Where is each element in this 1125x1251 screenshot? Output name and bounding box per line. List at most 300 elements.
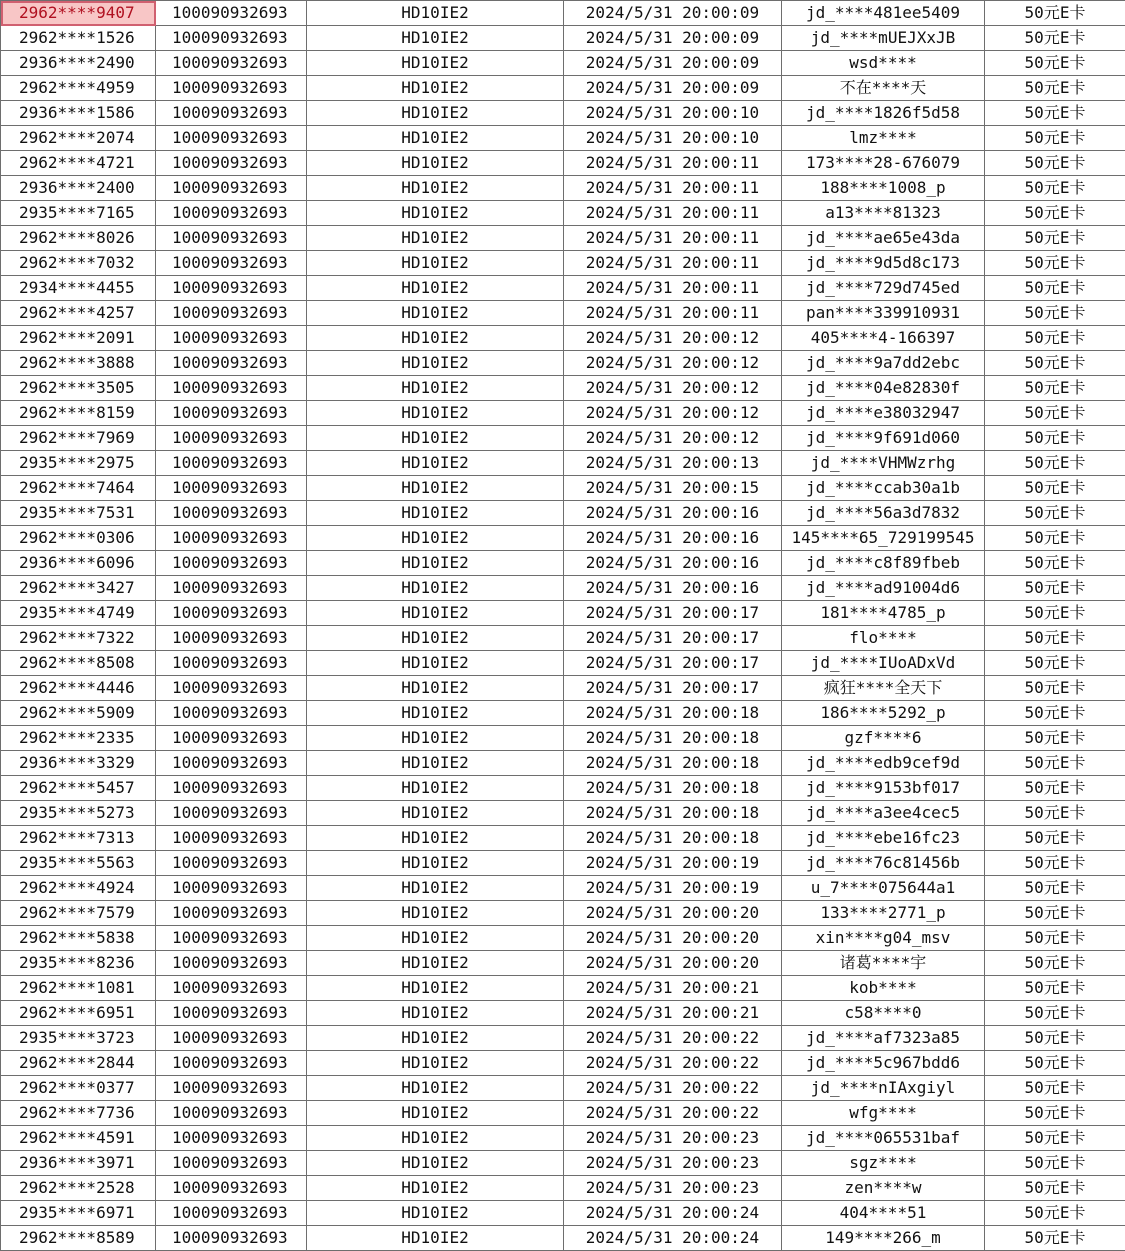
prize-cell[interactable]: 50元E卡 bbox=[985, 451, 1125, 476]
timestamp-cell[interactable]: 2024/5/31 20:00:17 bbox=[564, 601, 782, 626]
sku-cell[interactable]: 100090932693 bbox=[156, 951, 307, 976]
code-cell[interactable]: HD10IE2 bbox=[307, 951, 564, 976]
timestamp-cell[interactable]: 2024/5/31 20:00:19 bbox=[564, 851, 782, 876]
order-id-cell[interactable]: 2962****7736 bbox=[1, 1101, 156, 1126]
user-cell[interactable]: jd_****af7323a85 bbox=[782, 1026, 985, 1051]
code-cell[interactable]: HD10IE2 bbox=[307, 476, 564, 501]
prize-cell[interactable]: 50元E卡 bbox=[985, 201, 1125, 226]
order-id-cell[interactable]: 2962****7579 bbox=[1, 901, 156, 926]
order-id-cell[interactable]: 2962****4446 bbox=[1, 676, 156, 701]
timestamp-cell[interactable]: 2024/5/31 20:00:23 bbox=[564, 1151, 782, 1176]
order-id-cell[interactable]: 2962****3888 bbox=[1, 351, 156, 376]
code-cell[interactable]: HD10IE2 bbox=[307, 26, 564, 51]
sku-cell[interactable]: 100090932693 bbox=[156, 201, 307, 226]
prize-cell[interactable]: 50元E卡 bbox=[985, 151, 1125, 176]
prize-cell[interactable]: 50元E卡 bbox=[985, 1101, 1125, 1126]
user-cell[interactable]: jd_****04e82830f bbox=[782, 376, 985, 401]
sku-cell[interactable]: 100090932693 bbox=[156, 1201, 307, 1226]
user-cell[interactable]: 404****51 bbox=[782, 1201, 985, 1226]
order-id-cell[interactable]: 2962****6951 bbox=[1, 1001, 156, 1026]
order-id-cell[interactable]: 2962****4959 bbox=[1, 76, 156, 101]
user-cell[interactable]: jd_****ad91004d6 bbox=[782, 576, 985, 601]
order-id-cell[interactable]: 2935****6971 bbox=[1, 1201, 156, 1226]
code-cell[interactable]: HD10IE2 bbox=[307, 876, 564, 901]
user-cell[interactable]: jd_****c8f89fbeb bbox=[782, 551, 985, 576]
order-id-cell[interactable]: 2962****7313 bbox=[1, 826, 156, 851]
sku-cell[interactable]: 100090932693 bbox=[156, 251, 307, 276]
timestamp-cell[interactable]: 2024/5/31 20:00:17 bbox=[564, 676, 782, 701]
order-id-cell[interactable]: 2962****2074 bbox=[1, 126, 156, 151]
code-cell[interactable]: HD10IE2 bbox=[307, 201, 564, 226]
sku-cell[interactable]: 100090932693 bbox=[156, 751, 307, 776]
user-cell[interactable]: jd_****481ee5409 bbox=[782, 1, 985, 26]
prize-cell[interactable]: 50元E卡 bbox=[985, 251, 1125, 276]
prize-cell[interactable]: 50元E卡 bbox=[985, 101, 1125, 126]
user-cell[interactable]: 疯狂****全天下 bbox=[782, 676, 985, 701]
order-id-cell[interactable]: 2936****2490 bbox=[1, 51, 156, 76]
user-cell[interactable]: wfg**** bbox=[782, 1101, 985, 1126]
prize-cell[interactable]: 50元E卡 bbox=[985, 301, 1125, 326]
code-cell[interactable]: HD10IE2 bbox=[307, 176, 564, 201]
prize-cell[interactable]: 50元E卡 bbox=[985, 726, 1125, 751]
sku-cell[interactable]: 100090932693 bbox=[156, 1001, 307, 1026]
prize-cell[interactable]: 50元E卡 bbox=[985, 951, 1125, 976]
code-cell[interactable]: HD10IE2 bbox=[307, 1076, 564, 1101]
sku-cell[interactable]: 100090932693 bbox=[156, 126, 307, 151]
timestamp-cell[interactable]: 2024/5/31 20:00:20 bbox=[564, 926, 782, 951]
sku-cell[interactable]: 100090932693 bbox=[156, 101, 307, 126]
timestamp-cell[interactable]: 2024/5/31 20:00:12 bbox=[564, 326, 782, 351]
user-cell[interactable]: jd_****IUoADxVd bbox=[782, 651, 985, 676]
order-id-cell[interactable]: 2962****8589 bbox=[1, 1226, 156, 1251]
user-cell[interactable]: jd_****ae65e43da bbox=[782, 226, 985, 251]
user-cell[interactable]: jd_****VHMWzrhg bbox=[782, 451, 985, 476]
sku-cell[interactable]: 100090932693 bbox=[156, 526, 307, 551]
prize-cell[interactable]: 50元E卡 bbox=[985, 26, 1125, 51]
code-cell[interactable]: HD10IE2 bbox=[307, 651, 564, 676]
user-cell[interactable]: jd_****ebe16fc23 bbox=[782, 826, 985, 851]
timestamp-cell[interactable]: 2024/5/31 20:00:18 bbox=[564, 826, 782, 851]
timestamp-cell[interactable]: 2024/5/31 20:00:18 bbox=[564, 701, 782, 726]
order-id-cell[interactable]: 2962****3505 bbox=[1, 376, 156, 401]
user-cell[interactable]: jd_****729d745ed bbox=[782, 276, 985, 301]
timestamp-cell[interactable]: 2024/5/31 20:00:18 bbox=[564, 801, 782, 826]
user-cell[interactable]: zen****w bbox=[782, 1176, 985, 1201]
code-cell[interactable]: HD10IE2 bbox=[307, 1001, 564, 1026]
sku-cell[interactable]: 100090932693 bbox=[156, 851, 307, 876]
order-id-cell[interactable]: 2962****5838 bbox=[1, 926, 156, 951]
sku-cell[interactable]: 100090932693 bbox=[156, 576, 307, 601]
user-cell[interactable]: 173****28-676079 bbox=[782, 151, 985, 176]
prize-cell[interactable]: 50元E卡 bbox=[985, 851, 1125, 876]
sku-cell[interactable]: 100090932693 bbox=[156, 601, 307, 626]
sku-cell[interactable]: 100090932693 bbox=[156, 676, 307, 701]
user-cell[interactable]: 188****1008_p bbox=[782, 176, 985, 201]
code-cell[interactable]: HD10IE2 bbox=[307, 1101, 564, 1126]
user-cell[interactable]: jd_****ccab30a1b bbox=[782, 476, 985, 501]
prize-cell[interactable]: 50元E卡 bbox=[985, 901, 1125, 926]
code-cell[interactable]: HD10IE2 bbox=[307, 151, 564, 176]
code-cell[interactable]: HD10IE2 bbox=[307, 526, 564, 551]
code-cell[interactable]: HD10IE2 bbox=[307, 401, 564, 426]
code-cell[interactable]: HD10IE2 bbox=[307, 1026, 564, 1051]
sku-cell[interactable]: 100090932693 bbox=[156, 651, 307, 676]
order-id-cell[interactable]: 2935****7165 bbox=[1, 201, 156, 226]
sku-cell[interactable]: 100090932693 bbox=[156, 1101, 307, 1126]
user-cell[interactable]: jd_****nIAxgiyl bbox=[782, 1076, 985, 1101]
code-cell[interactable]: HD10IE2 bbox=[307, 1051, 564, 1076]
sku-cell[interactable]: 100090932693 bbox=[156, 501, 307, 526]
prize-cell[interactable]: 50元E卡 bbox=[985, 401, 1125, 426]
sku-cell[interactable]: 100090932693 bbox=[156, 776, 307, 801]
prize-cell[interactable]: 50元E卡 bbox=[985, 976, 1125, 1001]
timestamp-cell[interactable]: 2024/5/31 20:00:23 bbox=[564, 1176, 782, 1201]
code-cell[interactable]: HD10IE2 bbox=[307, 826, 564, 851]
user-cell[interactable]: jd_****9153bf017 bbox=[782, 776, 985, 801]
order-id-cell[interactable]: 2962****7032 bbox=[1, 251, 156, 276]
user-cell[interactable]: 诸葛****宇 bbox=[782, 951, 985, 976]
code-cell[interactable]: HD10IE2 bbox=[307, 226, 564, 251]
order-id-cell[interactable]: 2936****3971 bbox=[1, 1151, 156, 1176]
user-cell[interactable]: jd_****e38032947 bbox=[782, 401, 985, 426]
sku-cell[interactable]: 100090932693 bbox=[156, 901, 307, 926]
prize-cell[interactable]: 50元E卡 bbox=[985, 226, 1125, 251]
code-cell[interactable]: HD10IE2 bbox=[307, 1, 564, 26]
sku-cell[interactable]: 100090932693 bbox=[156, 426, 307, 451]
timestamp-cell[interactable]: 2024/5/31 20:00:09 bbox=[564, 1, 782, 26]
user-cell[interactable]: kob**** bbox=[782, 976, 985, 1001]
timestamp-cell[interactable]: 2024/5/31 20:00:12 bbox=[564, 401, 782, 426]
order-id-cell[interactable]: 2962****5909 bbox=[1, 701, 156, 726]
order-id-cell[interactable]: 2962****2844 bbox=[1, 1051, 156, 1076]
sku-cell[interactable]: 100090932693 bbox=[156, 1076, 307, 1101]
user-cell[interactable]: jd_****5c967bdd6 bbox=[782, 1051, 985, 1076]
timestamp-cell[interactable]: 2024/5/31 20:00:20 bbox=[564, 901, 782, 926]
sku-cell[interactable]: 100090932693 bbox=[156, 276, 307, 301]
user-cell[interactable]: jd_****1826f5d58 bbox=[782, 101, 985, 126]
code-cell[interactable]: HD10IE2 bbox=[307, 501, 564, 526]
sku-cell[interactable]: 100090932693 bbox=[156, 1151, 307, 1176]
code-cell[interactable]: HD10IE2 bbox=[307, 976, 564, 1001]
sku-cell[interactable]: 100090932693 bbox=[156, 1226, 307, 1251]
timestamp-cell[interactable]: 2024/5/31 20:00:12 bbox=[564, 351, 782, 376]
code-cell[interactable]: HD10IE2 bbox=[307, 1151, 564, 1176]
prize-cell[interactable]: 50元E卡 bbox=[985, 651, 1125, 676]
code-cell[interactable]: HD10IE2 bbox=[307, 601, 564, 626]
order-id-cell[interactable]: 2962****1081 bbox=[1, 976, 156, 1001]
order-id-cell[interactable]: 2934****4455 bbox=[1, 276, 156, 301]
order-id-cell[interactable]: 2935****8236 bbox=[1, 951, 156, 976]
order-id-cell[interactable]: 2962****8508 bbox=[1, 651, 156, 676]
timestamp-cell[interactable]: 2024/5/31 20:00:09 bbox=[564, 76, 782, 101]
sku-cell[interactable]: 100090932693 bbox=[156, 801, 307, 826]
prize-cell[interactable]: 50元E卡 bbox=[985, 1051, 1125, 1076]
user-cell[interactable]: jd_****a3ee4cec5 bbox=[782, 801, 985, 826]
timestamp-cell[interactable]: 2024/5/31 20:00:21 bbox=[564, 976, 782, 1001]
timestamp-cell[interactable]: 2024/5/31 20:00:11 bbox=[564, 151, 782, 176]
order-id-cell[interactable]: 2936****3329 bbox=[1, 751, 156, 776]
sku-cell[interactable]: 100090932693 bbox=[156, 926, 307, 951]
code-cell[interactable]: HD10IE2 bbox=[307, 51, 564, 76]
prize-cell[interactable]: 50元E卡 bbox=[985, 1176, 1125, 1201]
prize-cell[interactable]: 50元E卡 bbox=[985, 626, 1125, 651]
prize-cell[interactable]: 50元E卡 bbox=[985, 1026, 1125, 1051]
code-cell[interactable]: HD10IE2 bbox=[307, 576, 564, 601]
timestamp-cell[interactable]: 2024/5/31 20:00:12 bbox=[564, 376, 782, 401]
user-cell[interactable]: 405****4-166397 bbox=[782, 326, 985, 351]
prize-cell[interactable]: 50元E卡 bbox=[985, 576, 1125, 601]
user-cell[interactable]: 133****2771_p bbox=[782, 901, 985, 926]
sku-cell[interactable]: 100090932693 bbox=[156, 701, 307, 726]
prize-cell[interactable]: 50元E卡 bbox=[985, 926, 1125, 951]
order-id-cell[interactable]: 2936****6096 bbox=[1, 551, 156, 576]
sku-cell[interactable]: 100090932693 bbox=[156, 1, 307, 26]
code-cell[interactable]: HD10IE2 bbox=[307, 451, 564, 476]
sku-cell[interactable]: 100090932693 bbox=[156, 326, 307, 351]
user-cell[interactable]: 不在****天 bbox=[782, 76, 985, 101]
sku-cell[interactable]: 100090932693 bbox=[156, 1126, 307, 1151]
order-id-cell[interactable]: 2935****7531 bbox=[1, 501, 156, 526]
order-id-cell[interactable]: 2962****8026 bbox=[1, 226, 156, 251]
prize-cell[interactable]: 50元E卡 bbox=[985, 801, 1125, 826]
code-cell[interactable]: HD10IE2 bbox=[307, 626, 564, 651]
timestamp-cell[interactable]: 2024/5/31 20:00:12 bbox=[564, 426, 782, 451]
user-cell[interactable]: 186****5292_p bbox=[782, 701, 985, 726]
timestamp-cell[interactable]: 2024/5/31 20:00:11 bbox=[564, 276, 782, 301]
code-cell[interactable]: HD10IE2 bbox=[307, 1176, 564, 1201]
prize-cell[interactable]: 50元E卡 bbox=[985, 176, 1125, 201]
order-id-cell[interactable]: 2935****5273 bbox=[1, 801, 156, 826]
timestamp-cell[interactable]: 2024/5/31 20:00:24 bbox=[564, 1226, 782, 1251]
order-id-cell[interactable]: 2962****4924 bbox=[1, 876, 156, 901]
prize-cell[interactable]: 50元E卡 bbox=[985, 751, 1125, 776]
prize-cell[interactable]: 50元E卡 bbox=[985, 326, 1125, 351]
sku-cell[interactable]: 100090932693 bbox=[156, 351, 307, 376]
user-cell[interactable]: c58****0 bbox=[782, 1001, 985, 1026]
prize-cell[interactable]: 50元E卡 bbox=[985, 1, 1125, 26]
sku-cell[interactable]: 100090932693 bbox=[156, 876, 307, 901]
timestamp-cell[interactable]: 2024/5/31 20:00:11 bbox=[564, 226, 782, 251]
sku-cell[interactable]: 100090932693 bbox=[156, 151, 307, 176]
code-cell[interactable]: HD10IE2 bbox=[307, 301, 564, 326]
code-cell[interactable]: HD10IE2 bbox=[307, 726, 564, 751]
order-id-cell[interactable]: 2962****2091 bbox=[1, 326, 156, 351]
code-cell[interactable]: HD10IE2 bbox=[307, 376, 564, 401]
user-cell[interactable]: xin****g04_msv bbox=[782, 926, 985, 951]
order-id-cell[interactable]: 2962****3427 bbox=[1, 576, 156, 601]
code-cell[interactable]: HD10IE2 bbox=[307, 1226, 564, 1251]
timestamp-cell[interactable]: 2024/5/31 20:00:18 bbox=[564, 776, 782, 801]
code-cell[interactable]: HD10IE2 bbox=[307, 751, 564, 776]
sku-cell[interactable]: 100090932693 bbox=[156, 726, 307, 751]
sku-cell[interactable]: 100090932693 bbox=[156, 301, 307, 326]
sku-cell[interactable]: 100090932693 bbox=[156, 51, 307, 76]
user-cell[interactable]: jd_****76c81456b bbox=[782, 851, 985, 876]
prize-cell[interactable]: 50元E卡 bbox=[985, 501, 1125, 526]
prize-cell[interactable]: 50元E卡 bbox=[985, 476, 1125, 501]
timestamp-cell[interactable]: 2024/5/31 20:00:17 bbox=[564, 651, 782, 676]
prize-cell[interactable]: 50元E卡 bbox=[985, 1076, 1125, 1101]
timestamp-cell[interactable]: 2024/5/31 20:00:17 bbox=[564, 626, 782, 651]
user-cell[interactable]: u_7****075644a1 bbox=[782, 876, 985, 901]
order-id-cell[interactable]: 2962****4591 bbox=[1, 1126, 156, 1151]
user-cell[interactable]: jd_****065531baf bbox=[782, 1126, 985, 1151]
code-cell[interactable]: HD10IE2 bbox=[307, 676, 564, 701]
user-cell[interactable]: flo**** bbox=[782, 626, 985, 651]
user-cell[interactable]: pan****339910931 bbox=[782, 301, 985, 326]
prize-cell[interactable]: 50元E卡 bbox=[985, 701, 1125, 726]
order-id-cell[interactable]: 2962****4257 bbox=[1, 301, 156, 326]
code-cell[interactable]: HD10IE2 bbox=[307, 276, 564, 301]
user-cell[interactable]: wsd**** bbox=[782, 51, 985, 76]
code-cell[interactable]: HD10IE2 bbox=[307, 76, 564, 101]
user-cell[interactable]: jd_****56a3d7832 bbox=[782, 501, 985, 526]
code-cell[interactable]: HD10IE2 bbox=[307, 101, 564, 126]
timestamp-cell[interactable]: 2024/5/31 20:00:11 bbox=[564, 176, 782, 201]
timestamp-cell[interactable]: 2024/5/31 20:00:20 bbox=[564, 951, 782, 976]
timestamp-cell[interactable]: 2024/5/31 20:00:13 bbox=[564, 451, 782, 476]
prize-cell[interactable]: 50元E卡 bbox=[985, 351, 1125, 376]
prize-cell[interactable]: 50元E卡 bbox=[985, 1151, 1125, 1176]
sku-cell[interactable]: 100090932693 bbox=[156, 1176, 307, 1201]
timestamp-cell[interactable]: 2024/5/31 20:00:11 bbox=[564, 301, 782, 326]
code-cell[interactable]: HD10IE2 bbox=[307, 1126, 564, 1151]
order-id-cell[interactable]: 2962****5457 bbox=[1, 776, 156, 801]
timestamp-cell[interactable]: 2024/5/31 20:00:16 bbox=[564, 501, 782, 526]
timestamp-cell[interactable]: 2024/5/31 20:00:24 bbox=[564, 1201, 782, 1226]
prize-cell[interactable]: 50元E卡 bbox=[985, 376, 1125, 401]
timestamp-cell[interactable]: 2024/5/31 20:00:10 bbox=[564, 101, 782, 126]
prize-cell[interactable]: 50元E卡 bbox=[985, 1126, 1125, 1151]
sku-cell[interactable]: 100090932693 bbox=[156, 976, 307, 1001]
user-cell[interactable]: 145****65_729199545 bbox=[782, 526, 985, 551]
timestamp-cell[interactable]: 2024/5/31 20:00:10 bbox=[564, 126, 782, 151]
timestamp-cell[interactable]: 2024/5/31 20:00:22 bbox=[564, 1101, 782, 1126]
user-cell[interactable]: jd_****9d5d8c173 bbox=[782, 251, 985, 276]
code-cell[interactable]: HD10IE2 bbox=[307, 251, 564, 276]
timestamp-cell[interactable]: 2024/5/31 20:00:16 bbox=[564, 526, 782, 551]
prize-cell[interactable]: 50元E卡 bbox=[985, 276, 1125, 301]
order-id-cell[interactable]: 2962****2335 bbox=[1, 726, 156, 751]
timestamp-cell[interactable]: 2024/5/31 20:00:11 bbox=[564, 251, 782, 276]
code-cell[interactable]: HD10IE2 bbox=[307, 776, 564, 801]
prize-cell[interactable]: 50元E卡 bbox=[985, 1201, 1125, 1226]
prize-cell[interactable]: 50元E卡 bbox=[985, 426, 1125, 451]
sku-cell[interactable]: 100090932693 bbox=[156, 26, 307, 51]
prize-cell[interactable]: 50元E卡 bbox=[985, 76, 1125, 101]
order-id-cell[interactable]: 2962****2528 bbox=[1, 1176, 156, 1201]
timestamp-cell[interactable]: 2024/5/31 20:00:23 bbox=[564, 1126, 782, 1151]
timestamp-cell[interactable]: 2024/5/31 20:00:09 bbox=[564, 26, 782, 51]
user-cell[interactable]: lmz**** bbox=[782, 126, 985, 151]
sku-cell[interactable]: 100090932693 bbox=[156, 401, 307, 426]
order-id-cell[interactable]: 2935****3723 bbox=[1, 1026, 156, 1051]
timestamp-cell[interactable]: 2024/5/31 20:00:11 bbox=[564, 201, 782, 226]
prize-cell[interactable]: 50元E卡 bbox=[985, 826, 1125, 851]
timestamp-cell[interactable]: 2024/5/31 20:00:22 bbox=[564, 1076, 782, 1101]
user-cell[interactable]: jd_****edb9cef9d bbox=[782, 751, 985, 776]
prize-cell[interactable]: 50元E卡 bbox=[985, 526, 1125, 551]
prize-cell[interactable]: 50元E卡 bbox=[985, 51, 1125, 76]
code-cell[interactable]: HD10IE2 bbox=[307, 801, 564, 826]
user-cell[interactable]: jd_****9f691d060 bbox=[782, 426, 985, 451]
sku-cell[interactable]: 100090932693 bbox=[156, 476, 307, 501]
timestamp-cell[interactable]: 2024/5/31 20:00:22 bbox=[564, 1026, 782, 1051]
code-cell[interactable]: HD10IE2 bbox=[307, 426, 564, 451]
order-id-cell[interactable]: 2936****2400 bbox=[1, 176, 156, 201]
timestamp-cell[interactable]: 2024/5/31 20:00:22 bbox=[564, 1051, 782, 1076]
user-cell[interactable]: a13****81323 bbox=[782, 201, 985, 226]
order-id-cell[interactable]: 2962****8159 bbox=[1, 401, 156, 426]
code-cell[interactable]: HD10IE2 bbox=[307, 901, 564, 926]
order-id-cell[interactable]: 2935****2975 bbox=[1, 451, 156, 476]
prize-cell[interactable]: 50元E卡 bbox=[985, 551, 1125, 576]
prize-cell[interactable]: 50元E卡 bbox=[985, 1001, 1125, 1026]
timestamp-cell[interactable]: 2024/5/31 20:00:18 bbox=[564, 751, 782, 776]
timestamp-cell[interactable]: 2024/5/31 20:00:19 bbox=[564, 876, 782, 901]
order-id-cell[interactable]: 2962****7969 bbox=[1, 426, 156, 451]
order-id-cell[interactable]: 2935****4749 bbox=[1, 601, 156, 626]
sku-cell[interactable]: 100090932693 bbox=[156, 376, 307, 401]
order-id-cell[interactable]: 2962****4721 bbox=[1, 151, 156, 176]
code-cell[interactable]: HD10IE2 bbox=[307, 851, 564, 876]
sku-cell[interactable]: 100090932693 bbox=[156, 76, 307, 101]
code-cell[interactable]: HD10IE2 bbox=[307, 326, 564, 351]
code-cell[interactable]: HD10IE2 bbox=[307, 351, 564, 376]
order-id-cell[interactable]: 2935****5563 bbox=[1, 851, 156, 876]
order-id-cell[interactable]: 2936****1586 bbox=[1, 101, 156, 126]
order-id-cell[interactable]: 2962****7322 bbox=[1, 626, 156, 651]
sku-cell[interactable]: 100090932693 bbox=[156, 826, 307, 851]
user-cell[interactable]: 149****266_m bbox=[782, 1226, 985, 1251]
sku-cell[interactable]: 100090932693 bbox=[156, 1051, 307, 1076]
prize-cell[interactable]: 50元E卡 bbox=[985, 1226, 1125, 1251]
timestamp-cell[interactable]: 2024/5/31 20:00:09 bbox=[564, 51, 782, 76]
user-cell[interactable]: jd_****mUEJXxJB bbox=[782, 26, 985, 51]
sku-cell[interactable]: 100090932693 bbox=[156, 626, 307, 651]
order-id-cell[interactable]: 2962****7464 bbox=[1, 476, 156, 501]
sku-cell[interactable]: 100090932693 bbox=[156, 226, 307, 251]
timestamp-cell[interactable]: 2024/5/31 20:00:18 bbox=[564, 726, 782, 751]
user-cell[interactable]: gzf****6 bbox=[782, 726, 985, 751]
code-cell[interactable]: HD10IE2 bbox=[307, 551, 564, 576]
sku-cell[interactable]: 100090932693 bbox=[156, 1026, 307, 1051]
user-cell[interactable]: jd_****9a7dd2ebc bbox=[782, 351, 985, 376]
order-id-cell[interactable]: 2962****0306 bbox=[1, 526, 156, 551]
timestamp-cell[interactable]: 2024/5/31 20:00:21 bbox=[564, 1001, 782, 1026]
sku-cell[interactable]: 100090932693 bbox=[156, 451, 307, 476]
timestamp-cell[interactable]: 2024/5/31 20:00:15 bbox=[564, 476, 782, 501]
sku-cell[interactable]: 100090932693 bbox=[156, 551, 307, 576]
prize-cell[interactable]: 50元E卡 bbox=[985, 776, 1125, 801]
order-id-cell[interactable]: 2962****0377 bbox=[1, 1076, 156, 1101]
code-cell[interactable]: HD10IE2 bbox=[307, 1201, 564, 1226]
code-cell[interactable]: HD10IE2 bbox=[307, 926, 564, 951]
user-cell[interactable]: sgz**** bbox=[782, 1151, 985, 1176]
prize-cell[interactable]: 50元E卡 bbox=[985, 876, 1125, 901]
timestamp-cell[interactable]: 2024/5/31 20:00:16 bbox=[564, 576, 782, 601]
code-cell[interactable]: HD10IE2 bbox=[307, 126, 564, 151]
sku-cell[interactable]: 100090932693 bbox=[156, 176, 307, 201]
active-cell[interactable]: 2962****9407 bbox=[1, 1, 156, 26]
timestamp-cell[interactable]: 2024/5/31 20:00:16 bbox=[564, 551, 782, 576]
code-cell[interactable]: HD10IE2 bbox=[307, 701, 564, 726]
prize-cell[interactable]: 50元E卡 bbox=[985, 601, 1125, 626]
order-id-cell[interactable]: 2962****1526 bbox=[1, 26, 156, 51]
prize-cell[interactable]: 50元E卡 bbox=[985, 126, 1125, 151]
user-cell[interactable]: 181****4785_p bbox=[782, 601, 985, 626]
prize-cell[interactable]: 50元E卡 bbox=[985, 676, 1125, 701]
